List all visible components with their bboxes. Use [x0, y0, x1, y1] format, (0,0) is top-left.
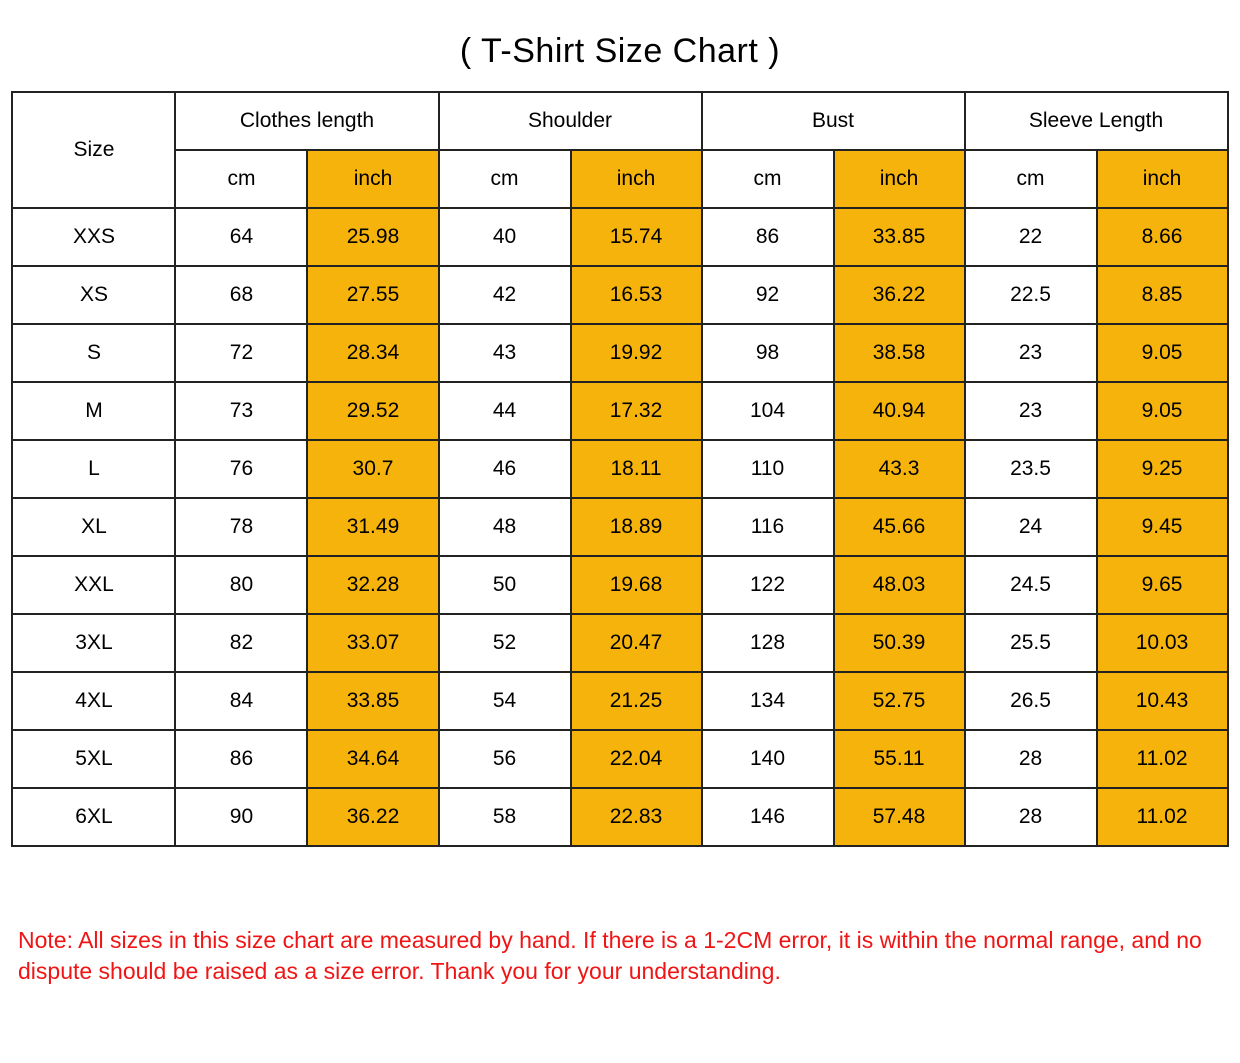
- cell-sleeve-length-inch: 9.05: [1097, 324, 1228, 382]
- cell-clothes-length-inch: 27.55: [307, 266, 438, 324]
- row-size-label: 3XL: [12, 614, 175, 672]
- page-title: ( T-Shirt Size Chart ): [459, 32, 781, 70]
- cell-shoulder-cm: 54: [439, 672, 571, 730]
- cell-shoulder-cm: 42: [439, 266, 571, 324]
- cell-sleeve-length-cm: 24.5: [965, 556, 1097, 614]
- cell-sleeve-length-inch: 9.05: [1097, 382, 1228, 440]
- header-unit-bust-cm: cm: [702, 150, 834, 208]
- header-group-sleeve-length: Sleeve Length: [965, 92, 1228, 150]
- table-header-row-units: [12, 150, 1227, 208]
- table-row: [12, 614, 1227, 672]
- cell-sleeve-length-cm: 28: [965, 730, 1097, 788]
- header-unit-shoulder-cm: cm: [439, 150, 571, 208]
- cell-bust-inch: 33.85: [834, 208, 965, 266]
- cell-clothes-length-inch: 33.85: [307, 672, 438, 730]
- table-header: [12, 92, 1227, 208]
- cell-clothes-length-inch: 32.28: [307, 556, 438, 614]
- table-row: [12, 788, 1227, 846]
- cell-bust-inch: 50.39: [834, 614, 965, 672]
- row-size-label: XL: [12, 498, 175, 556]
- cell-bust-inch: 45.66: [834, 498, 965, 556]
- table-row: [12, 672, 1227, 730]
- cell-sleeve-length-cm: 22: [965, 208, 1097, 266]
- cell-bust-inch: 55.11: [834, 730, 965, 788]
- cell-shoulder-inch: 17.32: [571, 382, 702, 440]
- cell-clothes-length-cm: 84: [175, 672, 307, 730]
- cell-shoulder-cm: 52: [439, 614, 571, 672]
- row-size-label: 4XL: [12, 672, 175, 730]
- cell-bust-cm: 116: [702, 498, 834, 556]
- cell-clothes-length-cm: 86: [175, 730, 307, 788]
- cell-clothes-length-inch: 29.52: [307, 382, 438, 440]
- cell-sleeve-length-inch: 9.45: [1097, 498, 1228, 556]
- cell-bust-cm: 134: [702, 672, 834, 730]
- header-unit-bust-inch: inch: [834, 150, 965, 208]
- header-group-shoulder: Shoulder: [439, 92, 702, 150]
- header-unit-clothes-length-cm: cm: [175, 150, 307, 208]
- cell-shoulder-cm: 43: [439, 324, 571, 382]
- cell-shoulder-cm: 44: [439, 382, 571, 440]
- table-row: [12, 324, 1227, 382]
- cell-bust-cm: 104: [702, 382, 834, 440]
- cell-sleeve-length-cm: 23: [965, 324, 1097, 382]
- cell-shoulder-inch: 22.04: [571, 730, 702, 788]
- row-size-label: 5XL: [12, 730, 175, 788]
- cell-shoulder-cm: 46: [439, 440, 571, 498]
- cell-shoulder-inch: 15.74: [571, 208, 702, 266]
- cell-bust-inch: 38.58: [834, 324, 965, 382]
- cell-shoulder-inch: 18.89: [571, 498, 702, 556]
- cell-sleeve-length-inch: 10.43: [1097, 672, 1228, 730]
- table-row: [12, 208, 1227, 266]
- cell-sleeve-length-inch: 8.85: [1097, 266, 1228, 324]
- header-unit-clothes-length-inch: inch: [307, 150, 438, 208]
- row-size-label: L: [12, 440, 175, 498]
- cell-shoulder-inch: 19.68: [571, 556, 702, 614]
- table-body: [12, 208, 1227, 846]
- cell-bust-inch: 43.3: [834, 440, 965, 498]
- cell-sleeve-length-inch: 11.02: [1097, 788, 1228, 846]
- size-chart-table: [11, 91, 1228, 847]
- cell-sleeve-length-cm: 28: [965, 788, 1097, 846]
- cell-shoulder-inch: 22.83: [571, 788, 702, 846]
- cell-clothes-length-inch: 30.7: [307, 440, 438, 498]
- cell-shoulder-inch: 19.92: [571, 324, 702, 382]
- cell-shoulder-cm: 48: [439, 498, 571, 556]
- cell-clothes-length-inch: 33.07: [307, 614, 438, 672]
- table-row: [12, 382, 1227, 440]
- header-unit-sleeve-length-inch: inch: [1097, 150, 1228, 208]
- cell-bust-inch: 52.75: [834, 672, 965, 730]
- cell-clothes-length-inch: 28.34: [307, 324, 438, 382]
- cell-bust-cm: 92: [702, 266, 834, 324]
- cell-shoulder-cm: 56: [439, 730, 571, 788]
- header-group-clothes-length: Clothes length: [175, 92, 438, 150]
- cell-shoulder-inch: 16.53: [571, 266, 702, 324]
- row-size-label: S: [12, 324, 175, 382]
- cell-sleeve-length-cm: 23.5: [965, 440, 1097, 498]
- header-unit-sleeve-length-cm: cm: [965, 150, 1097, 208]
- cell-sleeve-length-cm: 26.5: [965, 672, 1097, 730]
- cell-sleeve-length-inch: 11.02: [1097, 730, 1228, 788]
- cell-clothes-length-inch: 34.64: [307, 730, 438, 788]
- cell-bust-inch: 48.03: [834, 556, 965, 614]
- header-unit-shoulder-inch: inch: [571, 150, 702, 208]
- cell-shoulder-cm: 40: [439, 208, 571, 266]
- cell-sleeve-length-inch: 9.65: [1097, 556, 1228, 614]
- table-row: [12, 556, 1227, 614]
- row-size-label: XS: [12, 266, 175, 324]
- cell-clothes-length-cm: 76: [175, 440, 307, 498]
- cell-shoulder-inch: 20.47: [571, 614, 702, 672]
- row-size-label: 6XL: [12, 788, 175, 846]
- cell-sleeve-length-cm: 23: [965, 382, 1097, 440]
- cell-sleeve-length-inch: 8.66: [1097, 208, 1228, 266]
- cell-bust-cm: 146: [702, 788, 834, 846]
- cell-clothes-length-cm: 73: [175, 382, 307, 440]
- cell-sleeve-length-inch: 9.25: [1097, 440, 1228, 498]
- cell-shoulder-inch: 21.25: [571, 672, 702, 730]
- table-row: [12, 440, 1227, 498]
- cell-shoulder-inch: 18.11: [571, 440, 702, 498]
- cell-clothes-length-cm: 72: [175, 324, 307, 382]
- header-size: Size: [12, 92, 175, 208]
- cell-clothes-length-inch: 25.98: [307, 208, 438, 266]
- cell-bust-cm: 128: [702, 614, 834, 672]
- table-row: [12, 498, 1227, 556]
- cell-sleeve-length-cm: 25.5: [965, 614, 1097, 672]
- cell-sleeve-length-cm: 24: [965, 498, 1097, 556]
- cell-bust-cm: 110: [702, 440, 834, 498]
- cell-bust-inch: 57.48: [834, 788, 965, 846]
- row-size-label: XXS: [12, 208, 175, 266]
- cell-bust-cm: 122: [702, 556, 834, 614]
- header-group-bust: Bust: [702, 92, 965, 150]
- cell-clothes-length-cm: 82: [175, 614, 307, 672]
- table-row: [12, 730, 1227, 788]
- cell-shoulder-cm: 58: [439, 788, 571, 846]
- cell-bust-inch: 40.94: [834, 382, 965, 440]
- cell-bust-cm: 98: [702, 324, 834, 382]
- cell-clothes-length-inch: 31.49: [307, 498, 438, 556]
- cell-clothes-length-cm: 64: [175, 208, 307, 266]
- measurement-note: Note: All sizes in this size chart are measured by hand. If there is a 1-2CM error, it is within the normal range, and no dispute should be raised as a size error. Thank you for your understanding.: [18, 927, 1202, 985]
- cell-bust-cm: 140: [702, 730, 834, 788]
- table-row: [12, 266, 1227, 324]
- cell-sleeve-length-cm: 22.5: [965, 266, 1097, 324]
- cell-bust-cm: 86: [702, 208, 834, 266]
- table-header-row-groups: [12, 92, 1227, 150]
- row-size-label: M: [12, 382, 175, 440]
- cell-clothes-length-cm: 80: [175, 556, 307, 614]
- cell-shoulder-cm: 50: [439, 556, 571, 614]
- cell-clothes-length-cm: 78: [175, 498, 307, 556]
- cell-clothes-length-cm: 68: [175, 266, 307, 324]
- cell-clothes-length-cm: 90: [175, 788, 307, 846]
- cell-sleeve-length-inch: 10.03: [1097, 614, 1228, 672]
- cell-bust-inch: 36.22: [834, 266, 965, 324]
- cell-clothes-length-inch: 36.22: [307, 788, 438, 846]
- row-size-label: XXL: [12, 556, 175, 614]
